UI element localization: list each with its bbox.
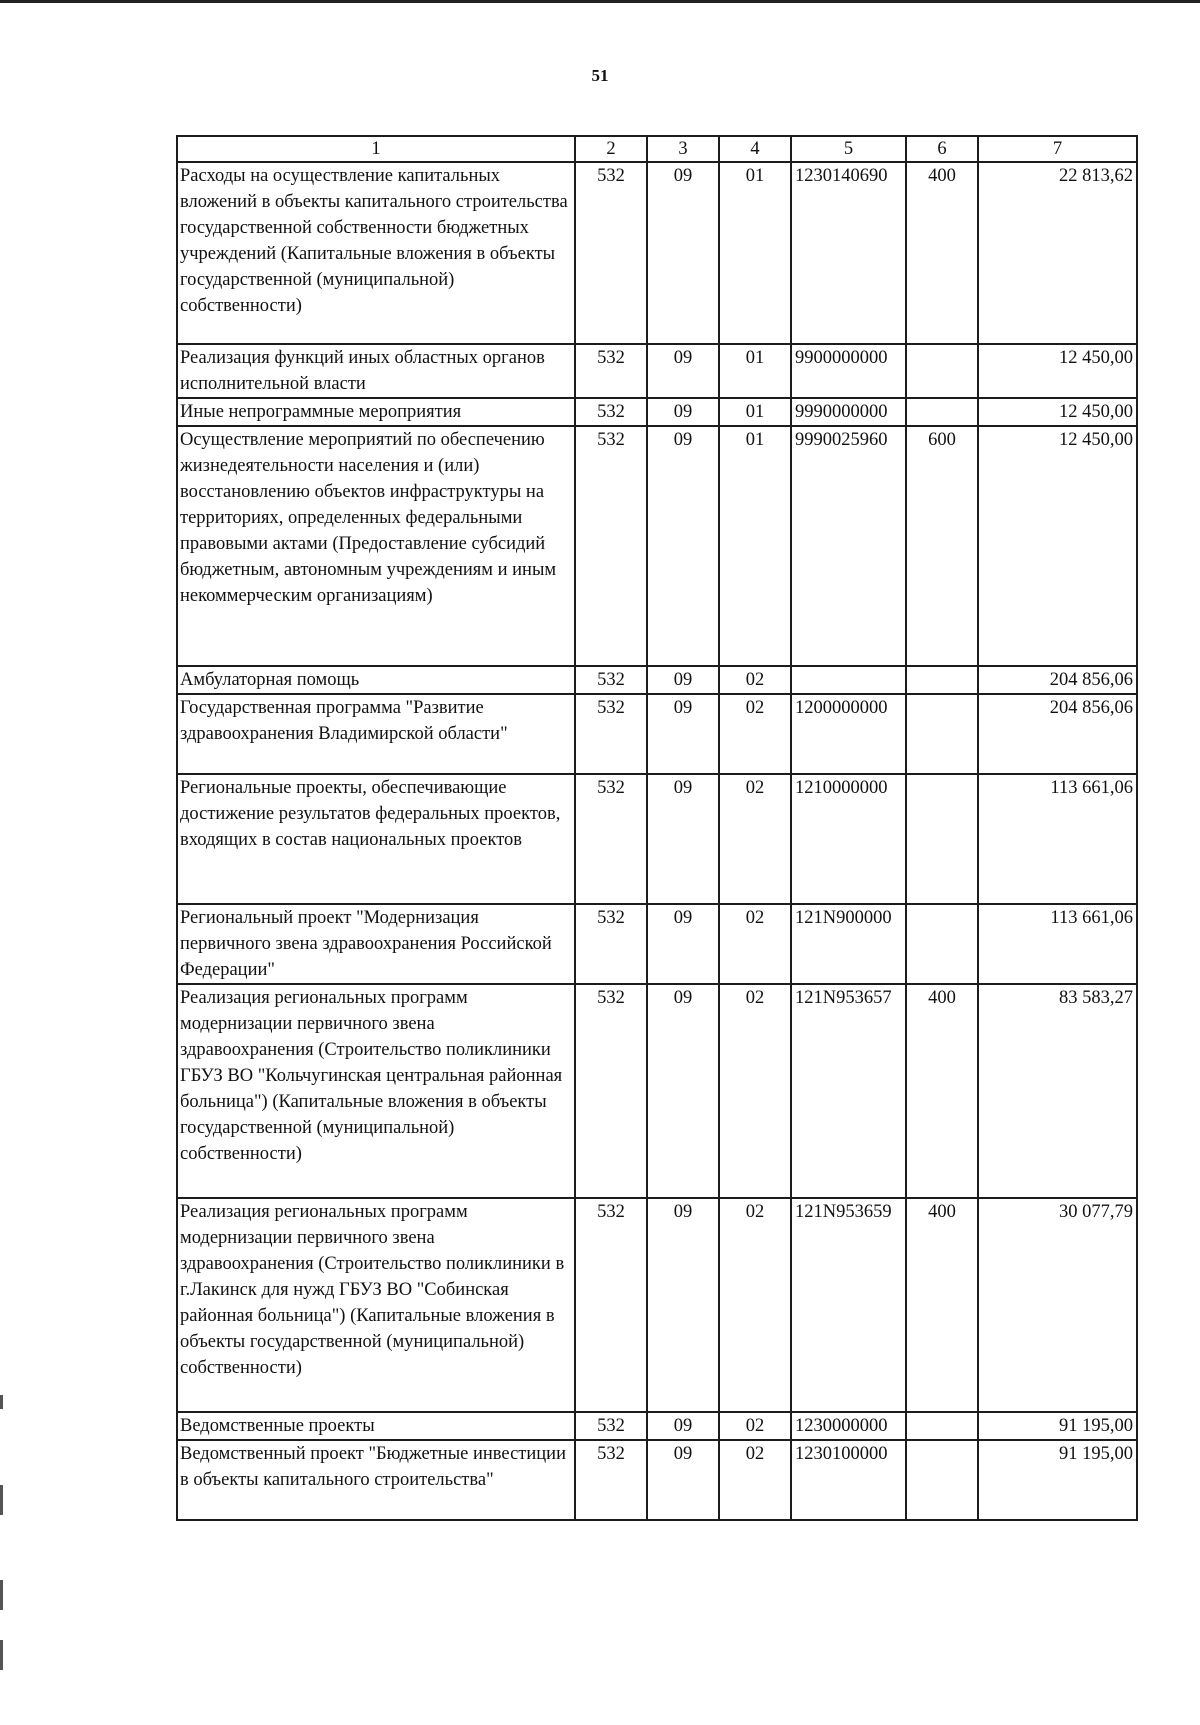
- subsection-code: 02: [719, 774, 791, 904]
- subsection-code: 02: [719, 1412, 791, 1440]
- table-row: [177, 774, 1137, 904]
- target-article-code: 1230000000: [791, 1412, 906, 1440]
- section-code: 09: [647, 426, 719, 666]
- amount: 83 583,27: [978, 984, 1137, 1198]
- expense-type-code: [906, 398, 978, 426]
- section-code: 09: [647, 1440, 719, 1520]
- item-description: Региональные проекты, обеспечивающие достижение результатов федеральных проектов, входящих в состав национальных проектов: [177, 774, 575, 904]
- section-code: 09: [647, 398, 719, 426]
- target-article-code: 9900000000: [791, 344, 906, 398]
- section-code: 09: [647, 904, 719, 984]
- expense-type-code: [906, 344, 978, 398]
- column-header: 4: [719, 136, 791, 162]
- table-row: [177, 694, 1137, 774]
- section-code: 09: [647, 1198, 719, 1412]
- item-description: Реализация региональных программ модернизации первичного звена здравоохранения (Строительство поликлиники ГБУЗ ВО "Кольчугинская центральная районная больница") (Капитальные вложения в объекты государственной (муниципальной) собственности): [177, 984, 575, 1198]
- item-description: Реализация региональных программ модернизации первичного звена здравоохранения (Строительство поликлиники в г.Лакинск для нужд ГБУЗ ВО "Собинская районная больница") (Капитальные вложения в объекты государственной (муниципальной) собственности): [177, 1198, 575, 1412]
- ministry-code: 532: [575, 1412, 647, 1440]
- top-border-rule: [0, 0, 1200, 3]
- target-article-code: 1210000000: [791, 774, 906, 904]
- amount: 12 450,00: [978, 344, 1137, 398]
- amount: 113 661,06: [978, 774, 1137, 904]
- item-description: Амбулаторная помощь: [177, 666, 575, 694]
- expense-type-code: [906, 904, 978, 984]
- target-article-code: 9990025960: [791, 426, 906, 666]
- expense-type-code: 400: [906, 984, 978, 1198]
- amount: 91 195,00: [978, 1440, 1137, 1520]
- subsection-code: 02: [719, 666, 791, 694]
- section-code: 09: [647, 984, 719, 1198]
- expense-type-code: 400: [906, 162, 978, 344]
- amount: 30 077,79: [978, 1198, 1137, 1412]
- expense-type-code: [906, 774, 978, 904]
- item-description: Реализация функций иных областных органов исполнительной власти: [177, 344, 575, 398]
- table-row: [177, 666, 1137, 694]
- scan-edge-mark: [0, 1640, 3, 1670]
- ministry-code: 532: [575, 984, 647, 1198]
- item-description: Иные непрограммные мероприятия: [177, 398, 575, 426]
- subsection-code: 02: [719, 904, 791, 984]
- column-header: 2: [575, 136, 647, 162]
- section-code: 09: [647, 666, 719, 694]
- ministry-code: 532: [575, 162, 647, 344]
- ministry-code: 532: [575, 1440, 647, 1520]
- subsection-code: 02: [719, 1440, 791, 1520]
- item-description: Ведомственный проект "Бюджетные инвестиции в объекты капитального строительства": [177, 1440, 575, 1520]
- target-article-code: 1230100000: [791, 1440, 906, 1520]
- table-row: [177, 1412, 1137, 1440]
- scan-edge-mark: [0, 1485, 3, 1515]
- scan-edge-mark: [0, 1580, 3, 1610]
- section-code: 09: [647, 774, 719, 904]
- section-code: 09: [647, 162, 719, 344]
- column-header: 3: [647, 136, 719, 162]
- column-header: 5: [791, 136, 906, 162]
- target-article-code: 121N953659: [791, 1198, 906, 1412]
- subsection-code: 02: [719, 1198, 791, 1412]
- table-row: [177, 426, 1137, 666]
- item-description: Ведомственные проекты: [177, 1412, 575, 1440]
- expense-type-code: [906, 694, 978, 774]
- item-description: Осуществление мероприятий по обеспечению жизнедеятельности населения и (или) восстановлению объектов инфраструктуры на территориях, определенных федеральными правовыми актами (Предоставление субсидий бюджетным, автономным учреждениям и иным некоммерческим организациям): [177, 426, 575, 666]
- target-article-code: 121N900000: [791, 904, 906, 984]
- expense-type-code: [906, 1412, 978, 1440]
- ministry-code: 532: [575, 904, 647, 984]
- subsection-code: 02: [719, 694, 791, 774]
- ministry-code: 532: [575, 398, 647, 426]
- ministry-code: 532: [575, 1198, 647, 1412]
- item-description: Государственная программа "Развитие здравоохранения Владимирской области": [177, 694, 575, 774]
- section-code: 09: [647, 344, 719, 398]
- table-row: [177, 398, 1137, 426]
- table-row: [177, 1198, 1137, 1412]
- table-row: [177, 1440, 1137, 1520]
- page-number: 51: [591, 66, 609, 85]
- expense-type-code: 600: [906, 426, 978, 666]
- amount: 12 450,00: [978, 398, 1137, 426]
- expense-type-code: 400: [906, 1198, 978, 1412]
- ministry-code: 532: [575, 774, 647, 904]
- ministry-code: 532: [575, 344, 647, 398]
- amount: 22 813,62: [978, 162, 1137, 344]
- table-row: [177, 984, 1137, 1198]
- amount: 12 450,00: [978, 426, 1137, 666]
- subsection-code: 01: [719, 398, 791, 426]
- table-row: [177, 904, 1137, 984]
- ministry-code: 532: [575, 426, 647, 666]
- ministry-code: 532: [575, 694, 647, 774]
- column-header: 1: [177, 136, 575, 162]
- expense-type-code: [906, 666, 978, 694]
- subsection-code: 01: [719, 344, 791, 398]
- target-article-code: 1230140690: [791, 162, 906, 344]
- target-article-code: [791, 666, 906, 694]
- amount: 113 661,06: [978, 904, 1137, 984]
- scan-edge-mark: [0, 1395, 3, 1409]
- amount: 204 856,06: [978, 694, 1137, 774]
- column-header: 6: [906, 136, 978, 162]
- subsection-code: 01: [719, 162, 791, 344]
- budget-table: [176, 135, 1138, 1521]
- item-description: Расходы на осуществление капитальных вложений в объекты капитального строительства государственной собственности бюджетных учреждений (Капитальные вложения в объекты государственной (муниципальной) собственности): [177, 162, 575, 344]
- column-number-row: [177, 136, 1137, 162]
- table-row: [177, 344, 1137, 398]
- expense-type-code: [906, 1440, 978, 1520]
- amount: 91 195,00: [978, 1412, 1137, 1440]
- subsection-code: 01: [719, 426, 791, 666]
- target-article-code: 1200000000: [791, 694, 906, 774]
- target-article-code: 121N953657: [791, 984, 906, 1198]
- item-description: Региональный проект "Модернизация первичного звена здравоохранения Российской Федерации": [177, 904, 575, 984]
- table-row: [177, 162, 1137, 344]
- target-article-code: 9990000000: [791, 398, 906, 426]
- subsection-code: 02: [719, 984, 791, 1198]
- section-code: 09: [647, 694, 719, 774]
- column-header: 7: [978, 136, 1137, 162]
- section-code: 09: [647, 1412, 719, 1440]
- ministry-code: 532: [575, 666, 647, 694]
- amount: 204 856,06: [978, 666, 1137, 694]
